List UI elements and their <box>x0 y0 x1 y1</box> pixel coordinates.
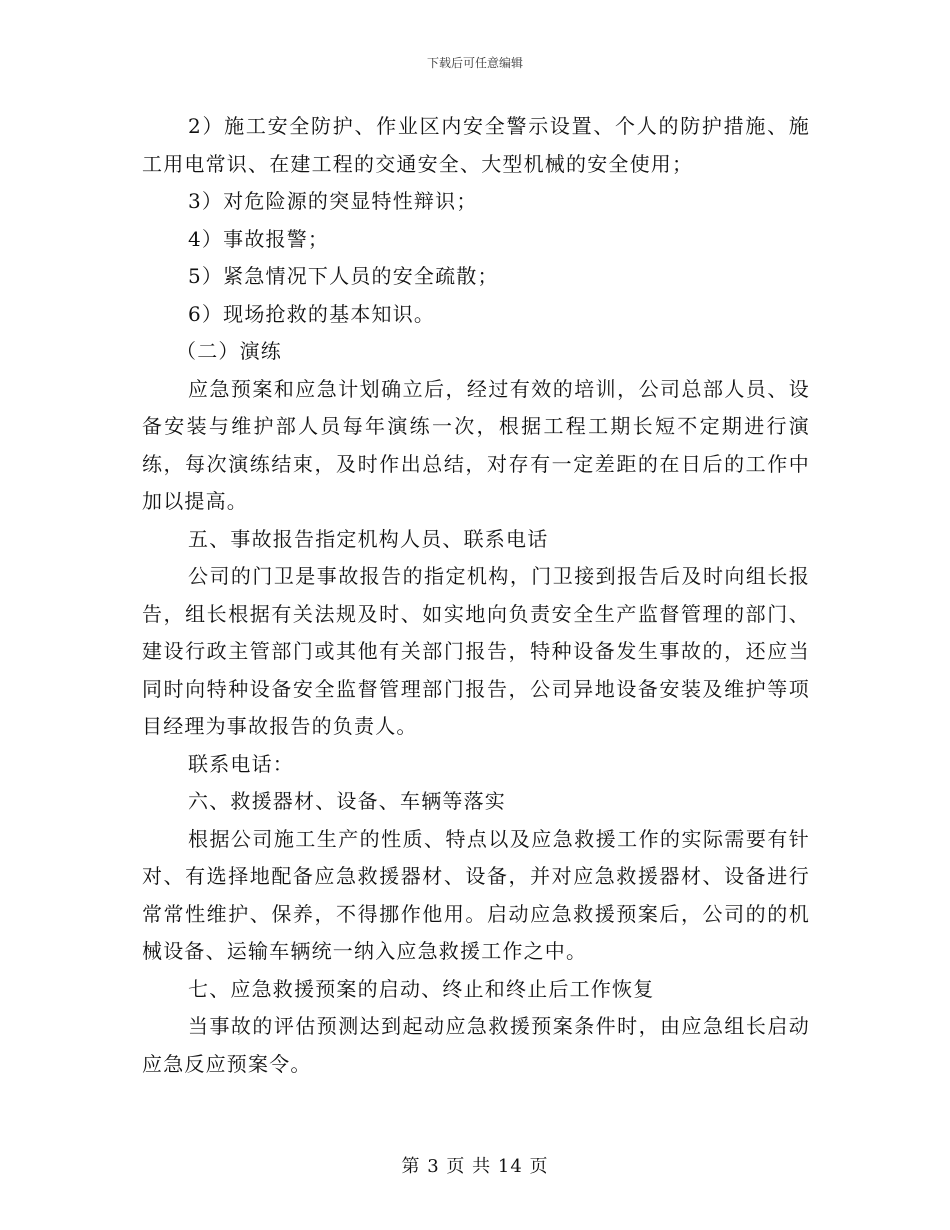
paragraph-activation: 当事故的评估预测达到起动应急救援预案条件时，由应急组长启动应急反应预案令。 <box>142 1014 810 1076</box>
paragraph-report: 公司的门卫是事故报告的指定机构，门卫接到报告后及时向组长报告，组长根据有关法规及时、如实地向负责安全生产监督管理的部门、建设行政主管部门或其他有关部门报告，特种设备发生事故的，还应当同时向特种设备安全监督管理部门报告，公司异地设备安装及维护等项目经理为事故报告的负责人。 <box>142 564 810 738</box>
paragraph-drill: 应急预案和应急计划确立后，经过有效的培训，公司总部人员、设备安装与维护部人员每年演练一次，根据工程工期长短不定期进行演练，每次演练结束，及时作出总结，对存有一定差距的在日后的工作中加以提高。 <box>142 376 810 513</box>
footer-suffix: 页 <box>529 1156 549 1177</box>
current-page-number: 3 <box>427 1156 440 1177</box>
section-heading-6: 六、救援器材、设备、车辆等落实 <box>188 789 506 813</box>
list-item-4: 4）事故报警； <box>188 226 330 251</box>
page-footer <box>0 1152 950 1178</box>
section-heading-5: 五、事故报告指定机构人员、联系电话 <box>188 526 549 551</box>
footer-page-word: 页 <box>446 1156 466 1177</box>
list-item-2: 2）施工安全防护、作业区内安全警示设置、个人的防护措施、施工用电常识、在建工程的交通安全、大型机械的安全使用； <box>142 114 810 176</box>
contact-phone-label: 联系电话： <box>188 751 294 776</box>
footer-total-word: 共 <box>472 1156 492 1177</box>
paragraph-equipment: 根据公司施工生产的性质、特点以及应急救援工作的实际需要有针对、有选择地配备应急救援器材、设备，并对应急救援器材、设备进行常常性维护、保养，不得挪作他用。启动应急救援预案后，公司的的机械设备、运输车辆统一纳入应急救援工作之中。 <box>142 826 810 963</box>
page-header: 下载后可任意编辑 <box>426 56 523 70</box>
list-item-3: 3）对危险源的突显特性辩识； <box>188 189 478 213</box>
list-item-5: 5）紧急情况下人员的安全疏散； <box>188 264 499 288</box>
document-body <box>142 108 810 1083</box>
total-pages-number: 14 <box>497 1156 523 1177</box>
list-item-6: 6）现场抢救的基本知识。 <box>188 301 436 326</box>
footer-prefix: 第 <box>401 1156 421 1177</box>
section-heading-7: 七、应急救援预案的启动、终止和终止后工作恢复 <box>188 976 655 1001</box>
section-heading-drill: （二）演练 <box>176 339 282 363</box>
